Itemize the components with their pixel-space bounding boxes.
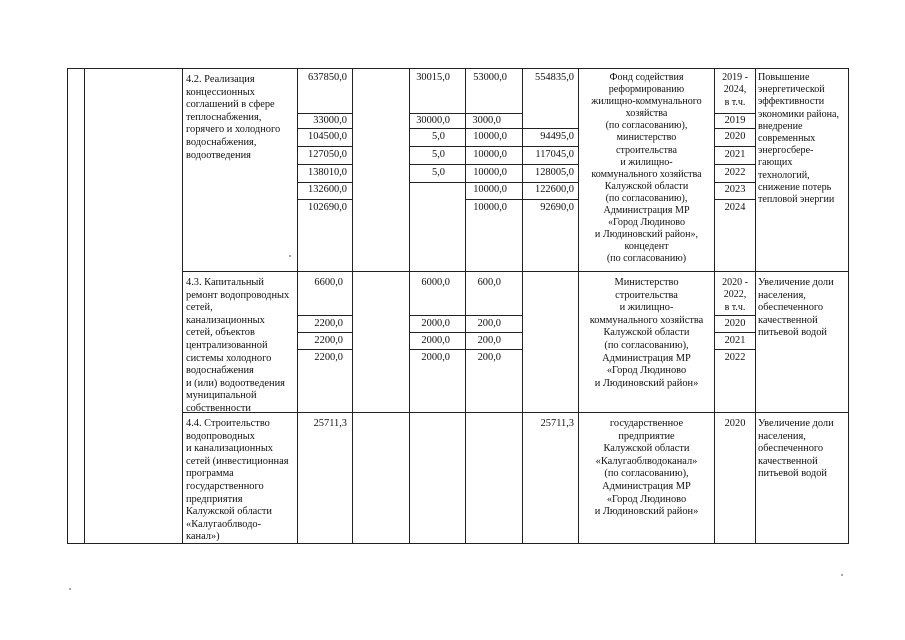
row-4-3-fed-2020: 2000,0 bbox=[421, 318, 450, 329]
subrow-line bbox=[409, 128, 578, 129]
row-4-2-name: 4.2. Реализация концессионных соглашений в сфере теплоснабжения, горячего и холодного водоснабжения, водоотведения bbox=[186, 74, 281, 161]
row-4-4-year: 2020 bbox=[724, 418, 746, 429]
row-4-2-year-2021: 2021 bbox=[724, 149, 746, 160]
subrow-line bbox=[714, 164, 755, 165]
row-4-3-total-2020: 2200,0 bbox=[314, 318, 343, 329]
row-4-4-name: 4.4. Строительство водопроводных и канализационных сетей (инвестиционная программа государственного предприятия Калужской области «Калугаоблводо- канал») bbox=[186, 418, 289, 543]
row-4-2-other-2024: 92690,0 bbox=[540, 202, 574, 213]
row-4-3-executor: Министерство строительства и жилищно- коммунального хозяйства Калужской области (по согласованию), Администрация МР «Город Людиново и Людиновский район» bbox=[589, 277, 704, 389]
subrow-line bbox=[714, 332, 755, 333]
table-col-divider bbox=[755, 68, 756, 544]
subrow-line bbox=[714, 146, 755, 147]
subrow-line bbox=[409, 332, 522, 333]
row-4-3-year-2021: 2021 bbox=[724, 335, 746, 346]
subrow-line bbox=[409, 315, 522, 316]
row-4-3-total-2022: 2200,0 bbox=[314, 352, 343, 363]
row-4-2-total-2023: 132600,0 bbox=[308, 184, 347, 195]
row-4-3-reg-2022: 200,0 bbox=[477, 352, 501, 363]
table-col-divider bbox=[352, 68, 353, 544]
row-4-2-year-2019: 2019 bbox=[724, 115, 746, 126]
scan-speck bbox=[289, 255, 291, 257]
row-4-2-year-2020: 2020 bbox=[724, 131, 746, 142]
row-4-2-other-2022: 128005,0 bbox=[535, 167, 574, 178]
subrow-line bbox=[409, 164, 578, 165]
row-4-3-total-all: 6600,0 bbox=[314, 277, 343, 288]
subrow-line bbox=[297, 199, 352, 200]
row-4-2-total-2019: 33000,0 bbox=[313, 115, 347, 126]
row-4-2-period: 2019 - 2024, в т.ч. bbox=[722, 72, 748, 108]
row-4-2-fed-2020: 5,0 bbox=[432, 131, 445, 142]
scan-speck bbox=[69, 588, 71, 590]
row-4-2-fed-2021: 5,0 bbox=[432, 149, 445, 160]
row-4-4-result: Увеличение доли населения, обеспеченного качественной питьевой водой bbox=[758, 418, 834, 480]
table-border-bottom bbox=[67, 543, 849, 544]
subrow-line bbox=[297, 182, 352, 183]
row-4-3-fed-2022: 2000,0 bbox=[421, 352, 450, 363]
row-4-2-fed-2019: 30000,0 bbox=[416, 115, 450, 126]
row-4-3-fed-2021: 2000,0 bbox=[421, 335, 450, 346]
subrow-line bbox=[297, 332, 352, 333]
subrow-line bbox=[714, 199, 755, 200]
row-4-2-result: Повышение энергетической эффективности экономики района, внедрение современных энергосбере- гающих технологий, снижение потерь тепловой энергии bbox=[758, 72, 840, 206]
row-4-2-other-2023: 122600,0 bbox=[535, 184, 574, 195]
row-4-2-other-2021: 117045,0 bbox=[535, 149, 574, 160]
subrow-line bbox=[297, 164, 352, 165]
subrow-line bbox=[714, 128, 755, 129]
row-4-3-year-2022: 2022 bbox=[724, 352, 746, 363]
row-4-3-reg-2020: 200,0 bbox=[477, 318, 501, 329]
row-divider bbox=[182, 271, 849, 272]
subrow-line bbox=[409, 349, 522, 350]
row-4-2-reg-2020: 10000,0 bbox=[473, 131, 507, 142]
row-4-3-total-2021: 2200,0 bbox=[314, 335, 343, 346]
row-4-2-executor: Фонд содействия реформированию жилищно-коммунального хозяйства (по согласованию), министерство строительства и жилищно- коммунального хозяйства Калужской области (по согласованию), Администрация МР «Город Людиново и Людиновский район», концедент (по согласованию) bbox=[591, 72, 702, 265]
table-col-divider bbox=[84, 68, 85, 544]
subrow-line bbox=[297, 113, 352, 114]
row-4-3-result: Увеличение доли населения, обеспеченного качественной питьевой водой bbox=[758, 277, 834, 339]
row-4-2-total-2020: 104500,0 bbox=[308, 131, 347, 142]
subrow-line bbox=[409, 113, 522, 114]
subrow-line bbox=[465, 199, 578, 200]
subrow-line bbox=[714, 315, 755, 316]
row-4-3-reg-2021: 200,0 bbox=[477, 335, 501, 346]
row-4-2-fed-all: 30015,0 bbox=[416, 72, 450, 83]
table-border-right bbox=[848, 68, 849, 544]
row-4-2-reg-2024: 10000,0 bbox=[473, 202, 507, 213]
row-4-2-year-2024: 2024 bbox=[724, 202, 746, 213]
row-4-3-year-2020: 2020 bbox=[724, 318, 746, 329]
row-4-4-total: 25711,3 bbox=[313, 418, 347, 429]
row-4-3-fed-all: 6000,0 bbox=[421, 277, 450, 288]
row-4-2-fed-2022: 5,0 bbox=[432, 167, 445, 178]
row-4-2-total-2024: 102690,0 bbox=[308, 202, 347, 213]
scan-speck bbox=[841, 574, 843, 576]
row-4-4-executor: государственное предприятие Калужской области «Калугаоблводоканал» (по согласованию), Администрация МР «Город Людиново и Людиновский район» bbox=[594, 418, 699, 518]
row-4-2-total-2022: 138010,0 bbox=[308, 167, 347, 178]
row-4-2-other-all: 554835,0 bbox=[535, 72, 574, 83]
subrow-line bbox=[714, 349, 755, 350]
subrow-line bbox=[297, 349, 352, 350]
table-border-top bbox=[67, 68, 849, 69]
row-4-2-reg-2019: 3000,0 bbox=[472, 115, 501, 126]
row-4-3-name: 4.3. Капитальный ремонт водопроводных сетей, канализационных сетей, объектов централизованной системы холодного водоснабжения и (или) водоотведения муниципальной собственности bbox=[186, 277, 290, 414]
subrow-line bbox=[714, 113, 755, 114]
row-4-3-period: 2020 - 2022, в т.ч. bbox=[722, 277, 748, 313]
subrow-line bbox=[714, 182, 755, 183]
row-4-2-other-2020: 94495,0 bbox=[540, 131, 574, 142]
subrow-line bbox=[409, 182, 578, 183]
table-col-divider bbox=[578, 68, 579, 544]
row-4-2-reg-all: 53000,0 bbox=[473, 72, 507, 83]
row-4-2-reg-2022: 10000,0 bbox=[473, 167, 507, 178]
subrow-line bbox=[409, 146, 578, 147]
row-4-2-year-2022: 2022 bbox=[724, 167, 746, 178]
subrow-line bbox=[297, 146, 352, 147]
row-4-2-total-2021: 127050,0 bbox=[308, 149, 347, 160]
row-4-4-other: 25711,3 bbox=[540, 418, 574, 429]
table-col-divider bbox=[182, 68, 183, 544]
row-4-3-reg-all: 600,0 bbox=[477, 277, 501, 288]
row-4-2-reg-2021: 10000,0 bbox=[473, 149, 507, 160]
row-4-2-total-all: 637850,0 bbox=[308, 72, 347, 83]
row-4-2-year-2023: 2023 bbox=[724, 184, 746, 195]
subrow-line bbox=[297, 128, 352, 129]
row-4-2-reg-2023: 10000,0 bbox=[473, 184, 507, 195]
subrow-line bbox=[297, 315, 352, 316]
table-border-left bbox=[67, 68, 68, 544]
